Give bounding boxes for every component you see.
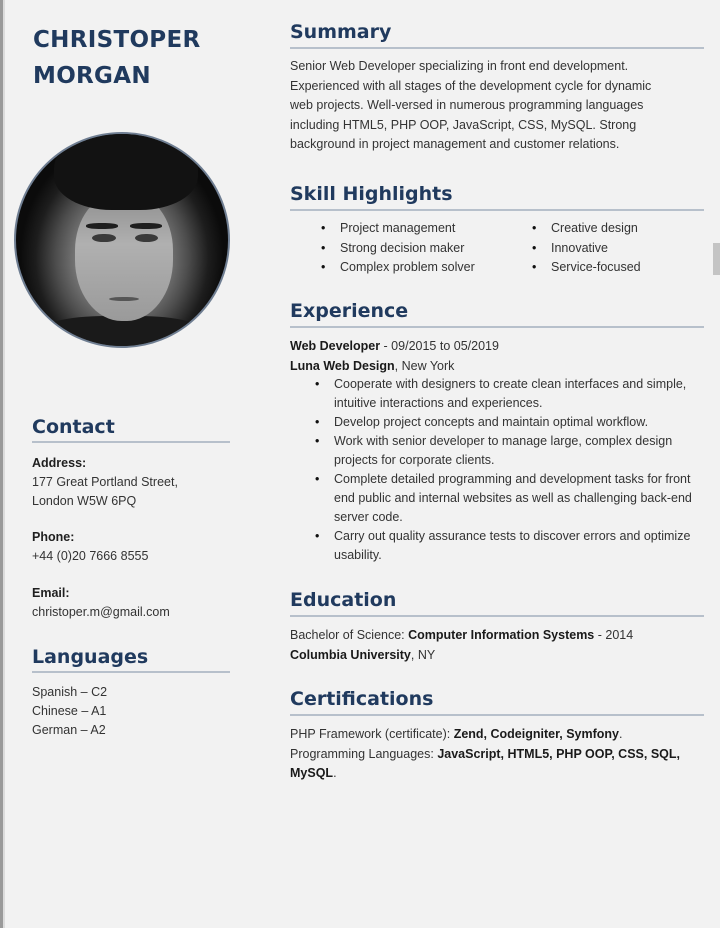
degree-year: - 2014	[594, 628, 634, 642]
language-item: Chinese – A1	[32, 704, 107, 718]
language-item: German – A2	[32, 723, 106, 737]
education-details	[290, 626, 704, 665]
company-name: Luna Web Design	[290, 358, 395, 373]
summary-line: background in project management and customer relations.	[290, 137, 620, 151]
school-location: , NY	[410, 647, 436, 662]
contact-heading: Contact	[32, 416, 230, 443]
job-dates: - 09/2015 to 05/2019	[380, 339, 499, 353]
contact-address	[32, 454, 178, 511]
skill-item: • Service-focused	[529, 258, 641, 278]
experience-bullets	[312, 375, 707, 565]
job-title-line	[290, 337, 704, 357]
contact-phone	[32, 528, 148, 566]
experience-bullet: • Carry out quality assurance tests to discover errors and optimize usability.	[312, 527, 707, 565]
name-last: MORGAN	[33, 63, 151, 89]
summary-heading: Summary	[290, 21, 704, 49]
experience-bullet: • Work with senior developer to manage large, complex design projects for corporate clients.	[312, 432, 707, 470]
cert-line-languages	[290, 745, 704, 784]
experience-bullet: • Develop project concepts and maintain optimal workflow.	[312, 413, 707, 432]
scrollbar-thumb[interactable]	[713, 243, 720, 275]
company-line	[290, 357, 704, 377]
photo-face	[75, 193, 173, 320]
skills-column-1	[318, 219, 475, 278]
summary-line: web projects. Well-versed in numerous programming languages	[290, 98, 644, 112]
degree-line	[290, 626, 704, 646]
cert-value: JavaScript, HTML5, PHP OOP, CSS, SQL, MySQL	[290, 746, 680, 780]
experience-heading: Experience	[290, 300, 704, 328]
photo-eye	[135, 234, 158, 242]
email-label: Email:	[32, 586, 70, 600]
skills-column-2	[529, 219, 641, 278]
skills-heading: Skill Highlights	[290, 183, 704, 211]
candidate-name	[33, 22, 200, 94]
photo-hair	[54, 132, 198, 210]
cert-punct: .	[619, 727, 623, 741]
cert-label: PHP Framework (certificate):	[290, 727, 454, 741]
phone-label: Phone:	[32, 530, 75, 544]
cert-line-php	[290, 725, 704, 745]
certifications-details	[290, 725, 704, 784]
name-first: CHRISTOPER	[33, 27, 201, 53]
skill-item: • Complex problem solver	[318, 258, 475, 278]
skill-item: • Creative design	[529, 219, 641, 239]
summary-text	[290, 57, 704, 155]
phone-value: +44 (0)20 7666 8555	[32, 549, 149, 563]
summary-line: including HTML5, PHP OOP, JavaScript, CSS, MySQL. Strong	[290, 117, 637, 132]
address-line1: 177 Great Portland Street,	[32, 475, 178, 489]
photo-eye	[92, 234, 115, 242]
languages-list	[32, 683, 107, 740]
degree-label: Bachelor of Science:	[290, 628, 409, 642]
skill-item: • Project management	[318, 219, 475, 239]
page-left-edge-shadow	[3, 0, 5, 928]
skill-item: • Innovative	[529, 239, 641, 259]
photo-shirt	[37, 316, 207, 348]
address-line2: London W5W 6PQ	[32, 494, 137, 508]
summary-line: Senior Web Developer specializing in front end development.	[290, 59, 629, 73]
profile-photo	[14, 132, 230, 348]
summary-line: Experienced with all stages of the development cycle for dynamic	[290, 78, 652, 93]
contact-email	[32, 584, 170, 622]
language-item: Spanish – C2	[32, 685, 108, 699]
cert-punct: .	[333, 766, 337, 780]
photo-brow	[86, 223, 118, 229]
school-line	[290, 646, 704, 666]
experience-bullet: • Complete detailed programming and development tasks for front end public and internal websites as well as challenging back-end server code.	[312, 470, 707, 527]
certifications-heading: Certifications	[290, 688, 704, 716]
degree-field: Computer Information Systems	[408, 628, 595, 642]
email-value: christoper.m@gmail.com	[32, 605, 170, 619]
job-title: Web Developer	[290, 339, 381, 353]
cert-label: Programming Languages:	[290, 746, 438, 761]
school-name: Columbia University	[290, 647, 411, 662]
skill-item: • Strong decision maker	[318, 239, 475, 259]
experience-bullet: • Cooperate with designers to create clean interfaces and simple, intuitive interactions and experiences.	[312, 375, 707, 413]
cert-value: Zend, Codeigniter, Symfony	[453, 727, 619, 741]
experience-header	[290, 337, 704, 376]
address-label: Address:	[32, 456, 87, 470]
education-heading: Education	[290, 589, 704, 617]
company-location: , New York	[394, 358, 455, 373]
languages-heading: Languages	[32, 646, 230, 673]
